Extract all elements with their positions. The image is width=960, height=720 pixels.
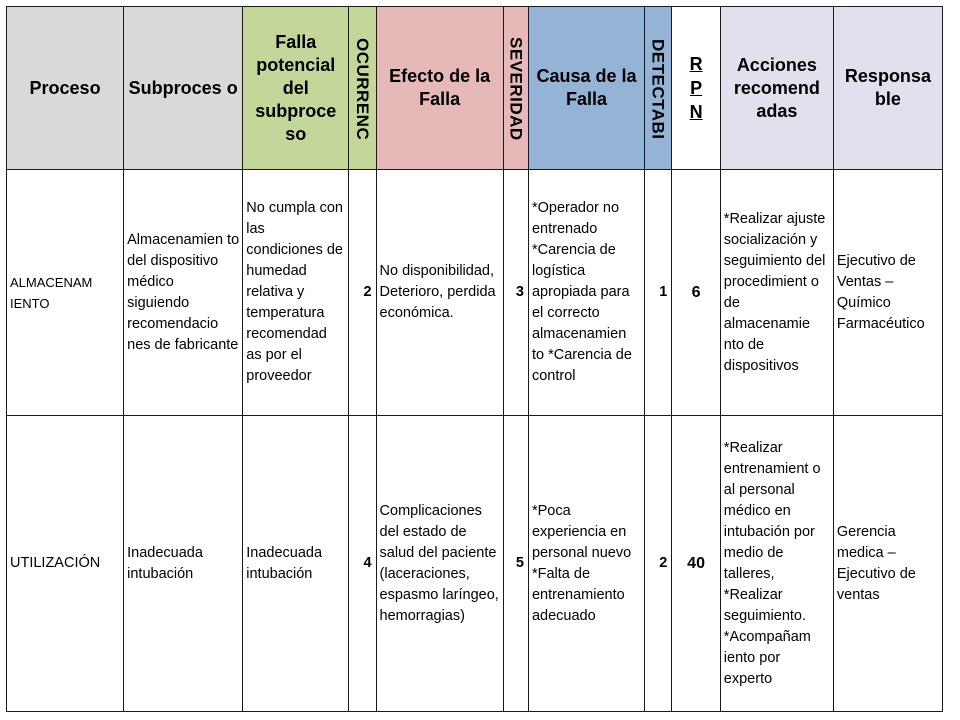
cell-subproceso: Inadecuada intubación [124,416,243,712]
cell-responsable: Ejecutivo de Ventas – Químico Farmacéutico [833,170,942,416]
cell-efecto: No disponibilidad, Deterioro, perdida económica. [376,170,503,416]
cell-responsable: Gerencia medica – Ejecutivo de ventas [833,416,942,712]
header-detectabilidad [645,7,672,170]
header-falla-potencial: Falla potencial del subproce so [243,7,349,170]
cell-efecto: Complicaciones del estado de salud del paciente (laceraciones, espasmo laríngeo, hemorragias) [376,416,503,712]
cell-falla: No cumpla con las condiciones de humedad relativa y temperatura recomendad as por el proveedor [243,170,349,416]
header-proceso: Proceso [7,7,124,170]
header-causa: Causa de la Falla [528,7,644,170]
header-acciones: Acciones recomend adas [720,7,833,170]
cell-acciones: *Realizar entrenamient o al personal médico en intubación por medio de talleres, *Realizar seguimiento. *Acompañam iento por experto [720,416,833,712]
header-ocurrencia-label: OCURRENC [352,37,372,141]
cell-causa: *Poca experiencia en personal nuevo *Falta de entrenamiento adecuado [528,416,644,712]
header-rpn-n: N [689,102,703,122]
cell-detectabilidad: 1 [645,170,672,416]
cell-detectabilidad: 2 [645,416,672,712]
header-severidad [503,7,528,170]
header-ocurrencia [349,7,376,170]
cell-proceso: ALMACENAM IENTO [7,170,124,416]
table-row [7,416,943,712]
header-detectabilidad-label: DETECTABI [648,38,668,140]
header-severidad-label: SEVERIDAD [506,37,526,141]
cell-falla: Inadecuada intubación [243,416,349,712]
cell-rpn: 40 [672,416,720,712]
cell-subproceso: Almacenamien to del dispositivo médico siguiendo recomendacio nes de fabricante [124,170,243,416]
header-rpn [672,7,720,170]
header-efecto: Efecto de la Falla [376,7,503,170]
header-subproceso: Subproces o [124,7,243,170]
cell-causa: *Operador no entrenado *Carencia de logística apropiada para el correcto almacenamien to *Carencia de control [528,170,644,416]
header-responsable: Responsa ble [833,7,942,170]
cell-ocurrencia: 2 [349,170,376,416]
header-row [7,7,943,170]
header-rpn-p: P [690,78,703,98]
cell-severidad: 3 [503,170,528,416]
header-rpn-r: R [689,54,703,74]
cell-severidad: 5 [503,416,528,712]
amfe-table [6,6,943,712]
table-row [7,170,943,416]
cell-proceso: UTILIZACIÓN [7,416,124,712]
cell-rpn: 6 [672,170,720,416]
cell-acciones: *Realizar ajuste socialización y seguimiento del procedimient o de almacenamie nto de dispositivos [720,170,833,416]
cell-ocurrencia: 4 [349,416,376,712]
